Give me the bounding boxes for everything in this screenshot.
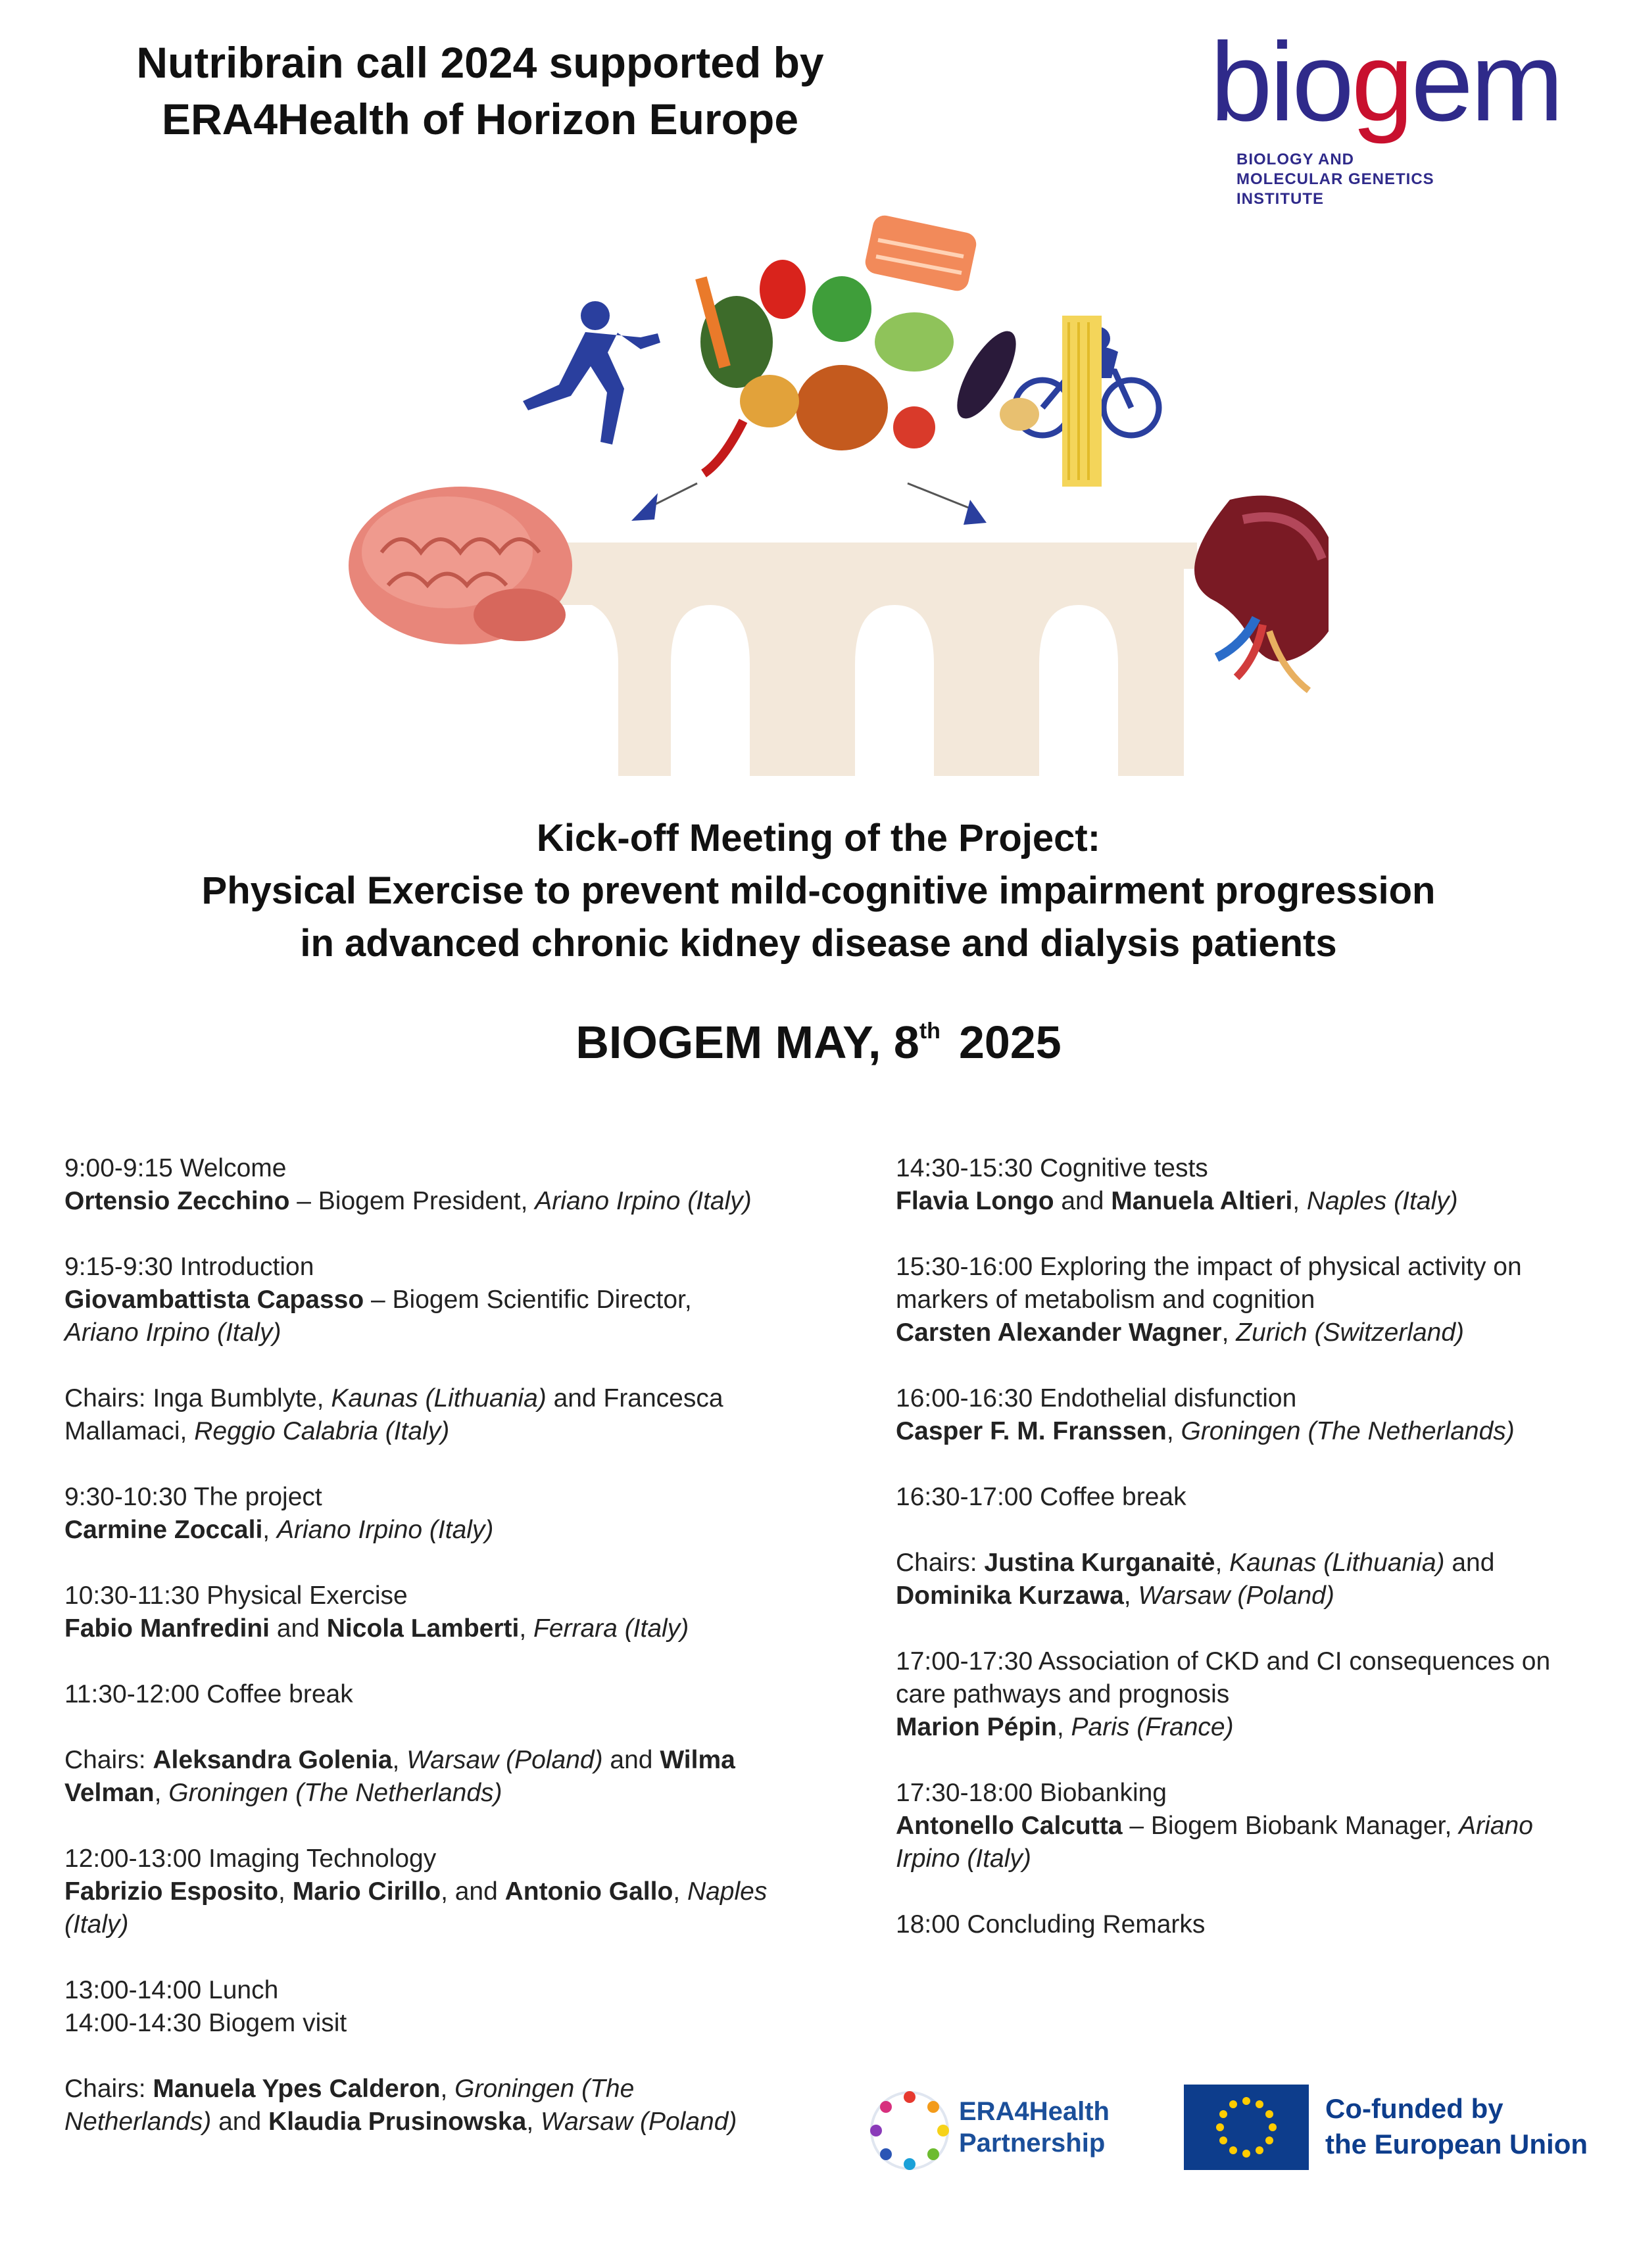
item-text: Chairs: Inga Bumblyte, [64, 1384, 331, 1412]
item-place: Warsaw (Poland) [1138, 1581, 1334, 1610]
program-item [896, 1908, 1613, 1941]
speaker-name: Aleksandra Golenia [153, 1746, 393, 1774]
item-text: Chairs: [64, 2075, 153, 2103]
item-text: , [1221, 1318, 1236, 1347]
program-item [64, 1481, 808, 1547]
item-time: 17:00-17:30 Association of CKD and CI consequences on [896, 1647, 1551, 1676]
item-text: , [278, 1877, 293, 1906]
program-item [64, 1843, 808, 1941]
item-place: Reggio Calabria (Italy) [194, 1417, 450, 1445]
item-time: 13:00-14:00 Lunch [64, 1976, 279, 2004]
item-place: Ariano [1459, 1812, 1533, 1840]
item-text: , and [441, 1877, 505, 1906]
date-main: BIOGEM MAY, 8 [575, 1017, 919, 1068]
program-item-chairs [64, 1382, 808, 1448]
item-time: 9:15-9:30 Introduction [64, 1253, 314, 1281]
eu-cofunded-logo [1184, 2085, 1611, 2177]
speaker-name: Flavia Longo [896, 1187, 1054, 1215]
speaker-name: Carmine Zoccali [64, 1516, 263, 1544]
item-time: 17:30-18:00 Biobanking [896, 1779, 1167, 1807]
item-place: Ariano Irpino (Italy) [535, 1187, 752, 1215]
meeting-title-line-2: Physical Exercise to prevent mild-cognitive impairment progression [201, 869, 1436, 912]
item-text: Mallamaci, [64, 1417, 195, 1445]
item-place: Zurich (Switzerland) [1236, 1318, 1465, 1347]
subtitle-line-2: MOLECULAR GENETICS [1236, 170, 1434, 188]
subtitle-line-3: INSTITUTE [1236, 190, 1324, 208]
item-place: Kaunas (Lithuania) [1229, 1549, 1445, 1577]
item-text: and [602, 1746, 660, 1774]
item-time: 14:30-15:30 Cognitive tests [896, 1154, 1208, 1182]
program-item [896, 1645, 1613, 1744]
header-line-1: Nutribrain call 2024 supported by [136, 38, 824, 87]
item-time: 9:30-10:30 The project [64, 1483, 322, 1511]
meeting-date [0, 1016, 1637, 1069]
program-item [64, 1152, 808, 1218]
item-text: Chairs: [896, 1549, 985, 1577]
program-item [896, 1777, 1613, 1875]
program-item [64, 1251, 808, 1349]
item-time: 15:30-16:00 Exploring the impact of physical activity on [896, 1253, 1522, 1281]
speaker-name: Antonello Calcutta [896, 1812, 1123, 1840]
speaker-name: Klaudia Prusinowska [268, 2108, 527, 2136]
program-right-column [896, 1152, 1613, 1974]
speaker-name: Carsten Alexander Wagner [896, 1318, 1222, 1347]
speaker-name: Justina Kurganaitė [984, 1549, 1215, 1577]
speaker-name: Marion Pépin [896, 1713, 1057, 1741]
item-text: , [526, 2108, 541, 2136]
biogem-subtitle [1236, 150, 1578, 209]
item-text: , [673, 1877, 687, 1906]
item-text: and [1054, 1187, 1112, 1215]
program-item [896, 1382, 1613, 1448]
biogem-wordmark [1210, 20, 1578, 145]
speaker-name: Fabrizio Esposito [64, 1877, 279, 1906]
era4health-line-1: ERA4Health [959, 2097, 1110, 2126]
item-place: Groningen (The [454, 2075, 635, 2103]
speaker-name: Giovambattista Capasso [64, 1286, 364, 1314]
item-text: and [211, 2108, 269, 2136]
item-text: and [270, 1614, 327, 1643]
meeting-title [0, 812, 1637, 970]
arrows [631, 483, 987, 525]
header-line-2: ERA4Health of Horizon Europe [161, 95, 799, 143]
program-item-chairs [64, 1744, 808, 1810]
program-item [896, 1152, 1613, 1218]
item-text: Chairs: [64, 1746, 153, 1774]
item-text: and Francesca [546, 1384, 723, 1412]
item-time: care pathways and prognosis [896, 1680, 1230, 1708]
wordmark-part-1: bio [1210, 20, 1352, 145]
subtitle-line-1: BIOLOGY AND [1236, 151, 1355, 168]
program-item [896, 1481, 1613, 1514]
item-time: 16:30-17:00 Coffee break [896, 1483, 1186, 1511]
item-place: (Italy) [64, 1910, 129, 1939]
program-item [64, 1974, 808, 2040]
food-illustration [695, 213, 1102, 487]
meeting-title-line-1: Kick-off Meeting of the Project: [536, 817, 1101, 859]
arrow-right-icon [964, 500, 987, 525]
program-item-chairs [896, 1547, 1613, 1612]
eu-flag-icon [1184, 2085, 1309, 2170]
item-text: – Biogem Biobank Manager, [1122, 1812, 1459, 1840]
program-item [64, 1580, 808, 1645]
wordmark-part-g: g [1351, 20, 1411, 145]
brain-illustration [349, 487, 572, 644]
item-text: , [1292, 1187, 1307, 1215]
meeting-title-line-3: in advanced chronic kidney disease and dialysis patients [300, 922, 1337, 965]
wordmark-part-2: em [1411, 20, 1561, 145]
item-place: Naples [687, 1877, 768, 1906]
speaker-name: Mario Cirillo [292, 1877, 441, 1906]
item-place: Netherlands) [64, 2108, 212, 2136]
item-place: Ferrara (Italy) [533, 1614, 689, 1643]
item-text: and [1444, 1549, 1495, 1577]
item-place: Ariano Irpino (Italy) [276, 1516, 494, 1544]
item-text: , [440, 2075, 455, 2103]
speaker-name: Manuela Ypes Calderon [153, 2075, 441, 2103]
item-time: 18:00 Concluding Remarks [896, 1910, 1206, 1939]
item-place: Groningen (The Netherlands) [168, 1779, 502, 1807]
item-time: 16:00-16:30 Endothelial disfunction [896, 1384, 1297, 1412]
item-text: , [1166, 1417, 1181, 1445]
speaker-name: Fabio Manfredini [64, 1614, 270, 1643]
item-place: Warsaw (Poland) [406, 1746, 603, 1774]
speaker-name: Nicola Lamberti [326, 1614, 520, 1643]
item-place: Warsaw (Poland) [541, 2108, 737, 2136]
eu-line-1: Co-funded by [1325, 2093, 1503, 2124]
program-item [64, 1678, 808, 1711]
item-text: , [1056, 1713, 1071, 1741]
era4health-emblem-icon [867, 2088, 952, 2173]
item-text: , [1215, 1549, 1230, 1577]
program-left-column [64, 1152, 808, 2171]
item-time: 11:30-12:00 Coffee break [64, 1680, 353, 1708]
item-text: – Biogem Scientific Director, [364, 1286, 692, 1314]
item-place: Ariano Irpino (Italy) [64, 1318, 281, 1347]
header-title [53, 34, 908, 147]
arrow-left-icon [631, 493, 658, 521]
hero-illustration [342, 210, 1329, 789]
era4health-logo [867, 2081, 1143, 2180]
era4health-line-2: Partnership [959, 2129, 1106, 2158]
speaker-name: Casper F. M. Franssen [896, 1417, 1167, 1445]
item-time: markers of metabolism and cognition [896, 1286, 1315, 1314]
item-time: 10:30-11:30 Physical Exercise [64, 1581, 408, 1610]
date-suffix: th [919, 1019, 941, 1044]
item-place: Naples (Italy) [1306, 1187, 1458, 1215]
item-text: , [1123, 1581, 1138, 1610]
speaker-name: Wilma [660, 1746, 735, 1774]
runner-icon [523, 301, 660, 445]
item-time: 9:00-9:15 Welcome [64, 1154, 287, 1182]
biogem-logo [1210, 20, 1578, 224]
speaker-name: Dominika Kurzawa [896, 1581, 1124, 1610]
item-place: Groningen (The Netherlands) [1181, 1417, 1515, 1445]
item-place: Irpino (Italy) [896, 1845, 1031, 1873]
speaker-name: Ortensio Zecchino [64, 1187, 290, 1215]
speaker-name: Velman [64, 1779, 155, 1807]
kidney-illustration [1194, 496, 1329, 690]
item-time: 14:00-14:30 Biogem visit [64, 2009, 347, 2037]
program-item [896, 1251, 1613, 1349]
speaker-name: Manuela Altieri [1111, 1187, 1293, 1215]
item-place: Paris (France) [1071, 1713, 1234, 1741]
bridge-illustration [513, 543, 1197, 776]
item-place: Kaunas (Lithuania) [331, 1384, 547, 1412]
date-year: 2025 [958, 1017, 1062, 1068]
speaker-name: Antonio Gallo [504, 1877, 673, 1906]
item-text: , [154, 1779, 169, 1807]
item-text: – Biogem President, [289, 1187, 535, 1215]
item-time: 12:00-13:00 Imaging Technology [64, 1845, 437, 1873]
eu-line-2: the European Union [1325, 2129, 1588, 2159]
item-text: , [262, 1516, 277, 1544]
item-text: , [519, 1614, 533, 1643]
program-item-chairs [64, 2073, 808, 2138]
item-text: , [392, 1746, 407, 1774]
